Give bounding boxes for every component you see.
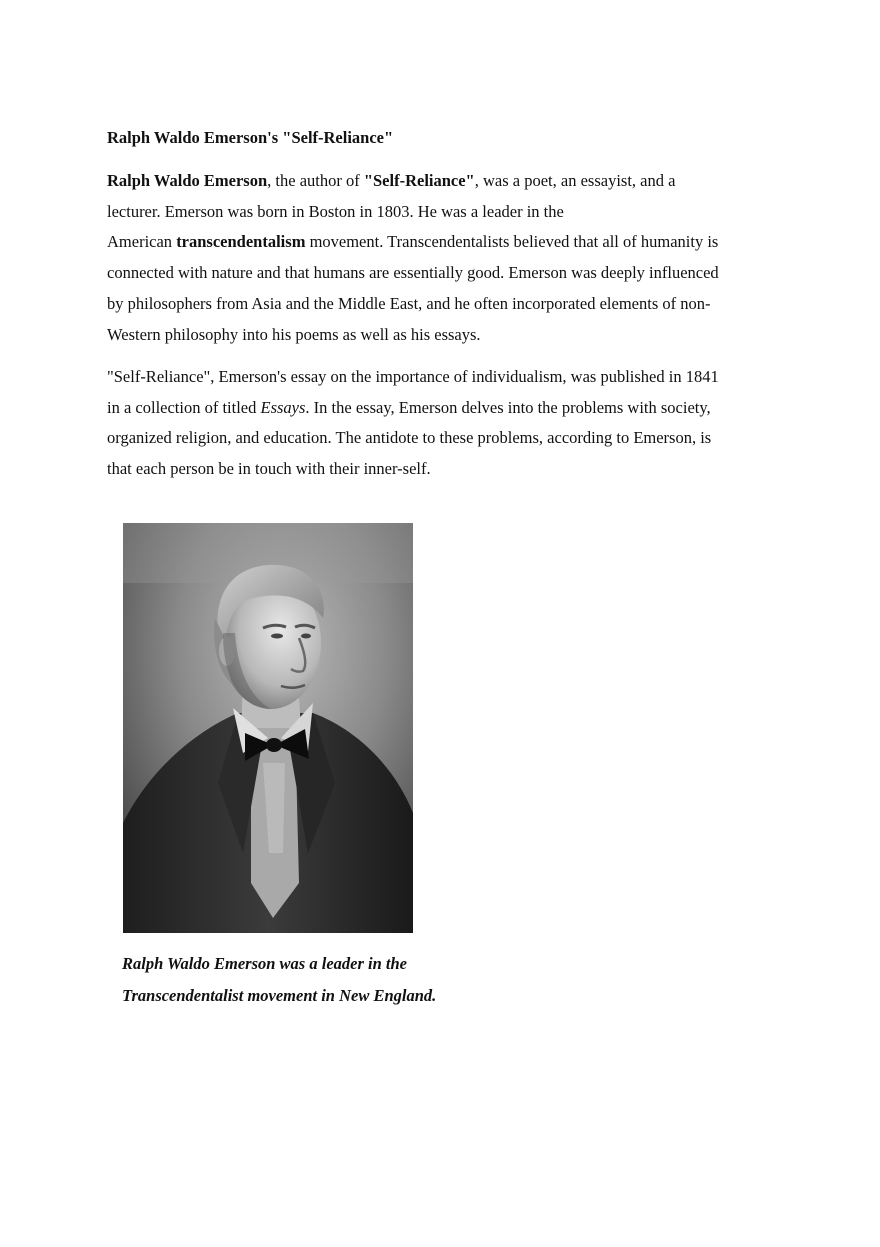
essay-paragraph xyxy=(107,362,772,485)
text-run: in a collection of titled xyxy=(107,397,261,417)
figure-caption xyxy=(122,948,436,1012)
text-run: , the author of xyxy=(267,171,364,190)
document-title: Ralph Waldo Emerson's "Self-Reliance" xyxy=(107,128,394,147)
emerson-portrait-photo xyxy=(123,523,413,933)
text-run: , was a poet, an essayist, and a xyxy=(474,171,676,190)
caption-line: Ralph Waldo Emerson was a leader in the xyxy=(122,954,407,973)
paragraph-line xyxy=(107,166,772,197)
paragraph-line: Western philosophy into his poems as well as his essays. xyxy=(107,324,481,344)
caption-line: Transcendentalist movement in New England. xyxy=(122,986,437,1005)
paragraph-line: "Self-Reliance", Emerson's essay on the importance of individualism, was published in 1841 xyxy=(107,367,719,386)
bold-work-title: "Self-Reliance" xyxy=(363,171,475,190)
paragraph-line: organized religion, and education. The antidote to these problems, according to Emerson, is xyxy=(107,428,712,448)
bold-author-name: Ralph Waldo Emerson xyxy=(107,171,268,190)
intro-paragraph xyxy=(107,166,772,350)
paragraph-line: by philosophers from Asia and the Middle East, and he often incorporated elements of non- xyxy=(107,293,711,313)
text-run: American xyxy=(107,232,177,252)
text-run: movement. Transcendentalists believed that all of humanity is xyxy=(305,232,719,252)
paragraph-line: lecturer. Emerson was born in Boston in 1803. He was a leader in the xyxy=(107,201,564,221)
italic-book-title: Essays xyxy=(260,397,306,417)
paragraph-line: that each person be in touch with their inner-self. xyxy=(107,459,431,479)
paragraph-line xyxy=(107,227,772,258)
paragraph-line: connected with nature and that humans are essentially good. Emerson was deeply influenced xyxy=(107,263,719,283)
paragraph-line xyxy=(107,393,772,424)
text-run: . In the essay, Emerson delves into the problems with society, xyxy=(305,397,711,417)
bold-term: transcendentalism xyxy=(176,232,306,252)
